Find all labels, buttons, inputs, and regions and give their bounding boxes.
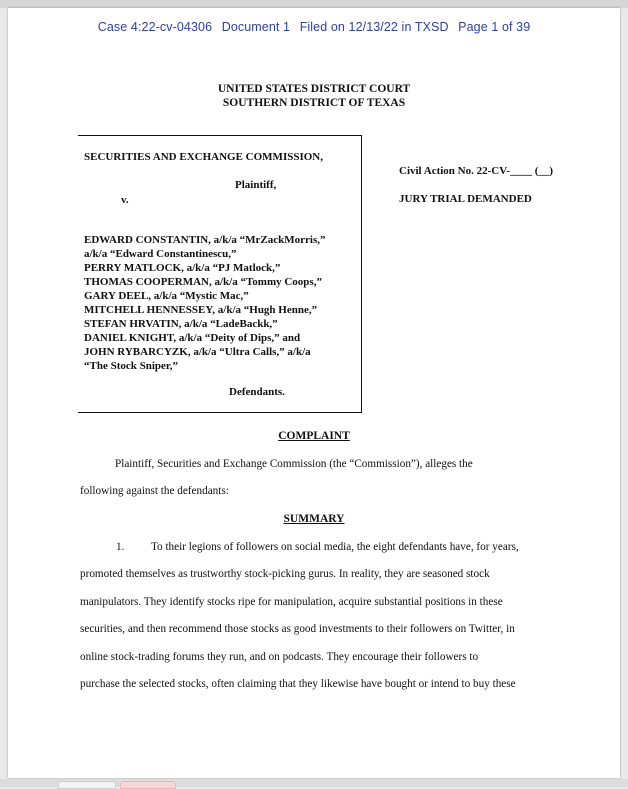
defendant-line: EDWARD CONSTANTIN, a/k/a “MrZackMorris,” [84, 234, 326, 246]
plaintiff-label: Plaintiff, [235, 179, 277, 191]
paragraph-line: online stock-trading forums they run, and on podcasts. They encourage their followers to [80, 651, 479, 663]
viewer-tab[interactable] [58, 781, 116, 789]
paragraph-line: To their legions of followers on social media, the eight defendants have, for years, [151, 541, 519, 553]
header-page-count: Page 1 of 39 [458, 20, 531, 34]
court-line-1: UNITED STATES DISTRICT COURT [217, 83, 411, 95]
summary-heading: SUMMARY [283, 513, 345, 525]
defendants-label: Defendants. [229, 386, 285, 398]
complaint-heading: COMPLAINT [278, 430, 350, 442]
document-page [8, 8, 620, 778]
court-line-2: SOUTHERN DISTRICT OF TEXAS [222, 97, 406, 109]
defendant-line: STEFAN HRVATIN, a/k/a “LadeBackk,” [84, 318, 278, 330]
court-name [8, 82, 620, 110]
header-case-number: Case 4:22-cv-04306 [97, 20, 213, 34]
defendant-line: GARY DEEL, a/k/a “Mystic Mac,” [84, 290, 249, 302]
defendant-line: DANIEL KNIGHT, a/k/a “Deity of Dips,” and [84, 332, 301, 344]
intro-line-2: following against the defendants: [80, 485, 229, 497]
intro-line-1: Plaintiff, Securities and Exchange Commission (the “Commission”), alleges the [115, 458, 473, 470]
defendant-line: THOMAS COOPERMAN, a/k/a “Tommy Coops,” [84, 276, 322, 288]
paragraph-number: 1. [116, 541, 125, 553]
paragraph-line: purchase the selected stocks, often claiming that they likewise have bought or intend to buy these [80, 678, 516, 690]
defendant-line: PERRY MATLOCK, a/k/a “PJ Matlock,” [84, 262, 281, 274]
defendant-line: MITCHELL HENNESSEY, a/k/a “Hugh Henne,” [84, 304, 318, 316]
versus-label: v. [121, 194, 129, 206]
viewer-top-edge [0, 0, 628, 8]
plaintiff-name: SECURITIES AND EXCHANGE COMMISSION, [84, 151, 323, 163]
header-filed-date: Filed on 12/13/22 in TXSD [299, 20, 449, 34]
paragraph-line: manipulators. They identify stocks ripe for manipulation, acquire substantial positions in these [80, 596, 503, 608]
paragraph-line: promoted themselves as trustworthy stock-picking gurus. In reality, they are seasoned stock [80, 568, 490, 580]
filing-header [8, 20, 620, 34]
viewer-tab[interactable] [120, 781, 176, 789]
jury-trial-demand: JURY TRIAL DEMANDED [399, 193, 532, 205]
defendant-line: JOHN RYBARCYZK, a/k/a “Ultra Calls,” a/k/a [84, 346, 311, 358]
civil-action-number: Civil Action No. 22-CV-____ (__) [399, 165, 554, 177]
defendant-line: a/k/a “Edward Constantinescu,” [84, 248, 237, 260]
paragraph-line: securities, and then recommend those stocks as good investments to their followers on Twitter, in [80, 623, 515, 635]
defendant-line: “The Stock Sniper,” [84, 360, 179, 372]
header-document-number: Document 1 [221, 20, 291, 34]
